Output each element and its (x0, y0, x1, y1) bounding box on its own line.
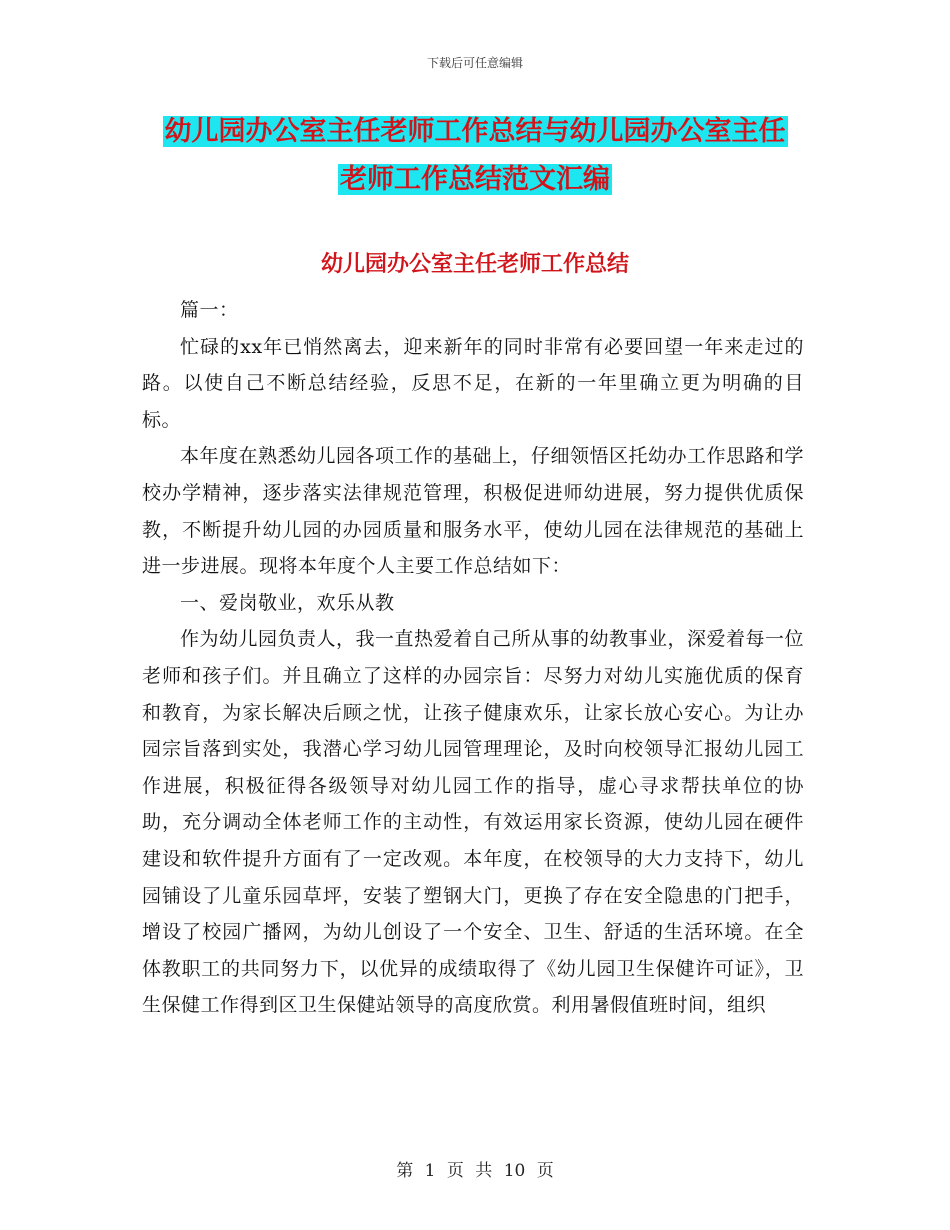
document-title (140, 108, 810, 204)
paragraph: 作为幼儿园负责人，我一直热爱着自己所从事的幼教事业，深爱着每一位老师和孩子们。并且确立了这样的办园宗旨：尽努力对幼儿实施优质的保育和教育，为家长解决后顾之忧，让孩子健康欢乐，让家长放心安心。为让办园宗旨落到实处，我潜心学习幼儿园管理理论，及时向校领导汇报幼儿园工作进展，积极征得各级领导对幼儿园工作的指导，虚心寻求帮扶单位的协助，充分调动全体老师工作的主动性，有效运用家长资源，使幼儿园在硬件建设和软件提升方面有了一定改观。本年度，在校领导的大力支持下，幼儿园铺设了儿童乐园草坪，安装了塑钢大门，更换了存在安全隐患的门把手，增设了校园广播网，为幼儿创设了一个安全、卫生、舒适的生活环境。在全体教职工的共同努力下，以优异的成绩取得了《幼儿园卫生保健许可证》，卫生保健工作得到区卫生保健站领导的高度欣赏。利用暑假值班时间，组织 (142, 628, 805, 1017)
paragraph: 忙碌的xx年已悄然离去，迎来新年的同时非常有必要回望一年来走过的路。以使自己不断总结经验，反思不足，在新的一年里确立更为明确的目标。 (142, 335, 804, 431)
paragraph-label: 篇一： (180, 299, 239, 321)
title-line-2: 老师工作总结范文汇编 (340, 164, 610, 195)
page-header-note: 下载后可任意编辑 (426, 56, 523, 70)
paragraph: 本年度在熟悉幼儿园各项工作的基础上，仔细领悟区托幼办工作思路和学校办学精神，逐步落实法律规范管理，积极促进师幼进展，努力提供优质保教，不断提升幼儿园的办园质量和服务水平，使幼儿园在法律规范的基础上进一步进展。现将本年度个人主要工作总结如下： (142, 445, 805, 578)
title-line-1: 幼儿园办公室主任老师工作总结与幼儿园办公室主任 (164, 116, 786, 147)
page-number: 第 1 页 共 10 页 (396, 1161, 554, 1181)
body-text (142, 292, 804, 1024)
section-heading: 幼儿园办公室主任老师工作总结 (320, 252, 629, 277)
section-subheading: 一、爱岗敬业，欢乐从教 (180, 591, 395, 614)
